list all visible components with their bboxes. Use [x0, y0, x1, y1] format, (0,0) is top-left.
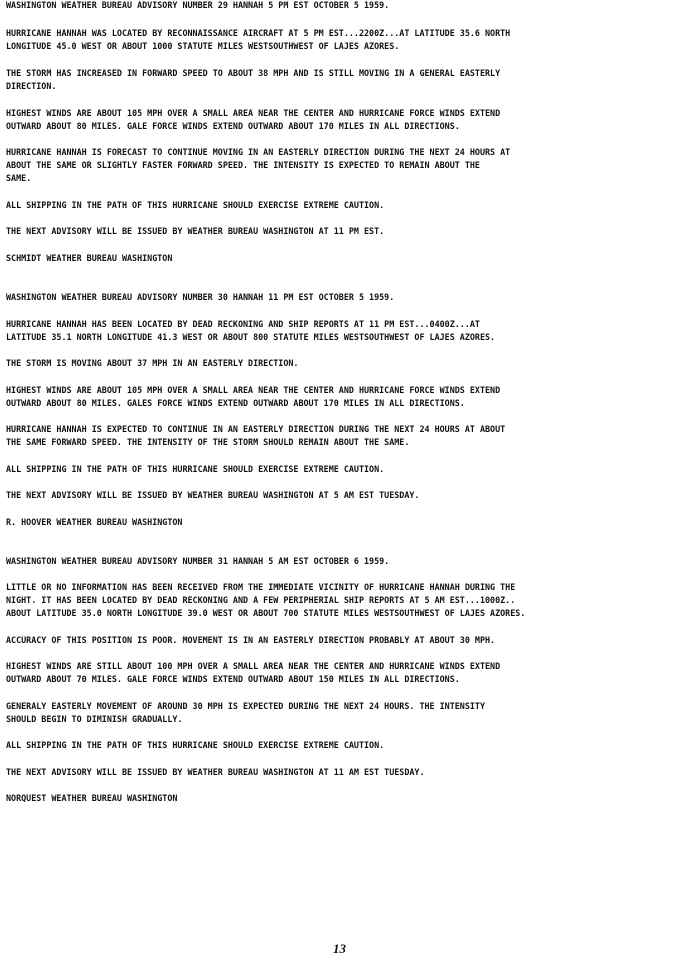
advisory-29-speed-line-1: THE STORM HAS INCREASED IN FORWARD SPEED TO ABOUT 38 MPH AND IS STILL MOVING IN A GENERAL EASTERLY: [6, 68, 501, 78]
advisory-31-signature: NORQUEST WEATHER BUREAU WASHINGTON: [6, 793, 178, 803]
advisory-31-location-line-2: NIGHT. IT HAS BEEN LOCATED BY DEAD RECKONING AND A FEW PERIPHERIAL SHIP REPORTS AT 5 AM EST...1000Z..: [6, 595, 516, 605]
advisory-30-movement: THE STORM IS MOVING ABOUT 37 MPH IN AN EASTERLY DIRECTION.: [6, 358, 299, 368]
advisory-30-next-advisory: THE NEXT ADVISORY WILL BE ISSUED BY WEATHER BUREAU WASHINGTON AT 5 AM EST TUESDAY.: [6, 490, 420, 500]
page-number: 13: [333, 941, 346, 956]
advisory-29-signature: SCHMIDT WEATHER BUREAU WASHINGTON: [6, 253, 173, 263]
advisory-31-forecast-line-1: GENERALY EASTERLY MOVEMENT OF AROUND 30 MPH IS EXPECTED DURING THE NEXT 24 HOURS. THE INTENSITY: [6, 701, 486, 711]
advisory-31-location-line-3: ABOUT LATITUDE 35.0 NORTH LONGITUDE 39.0 WEST OR ABOUT 700 STATUTE MILES WESTSOUTHWEST OF LAJES AZORES.: [6, 608, 526, 618]
advisory-29-speed-line-2: DIRECTION.: [6, 81, 57, 91]
advisory-30-location-line-2: LATITUDE 35.1 NORTH LONGITUDE 41.3 WEST OR ABOUT 800 STATUTE MILES WESTSOUTHWEST OF LAJES AZORES.: [6, 332, 496, 342]
advisory-31-winds-line-1: HIGHEST WINDS ARE STILL ABOUT 100 MPH OVER A SMALL AREA NEAR THE CENTER AND HURRICANE WINDS EXTEND: [6, 661, 501, 671]
advisory-30-winds-line-1: HIGHEST WINDS ARE ABOUT 105 MPH OVER A SMALL AREA NEAR THE CENTER AND HURRICANE FORCE WINDS EXTEND: [6, 385, 501, 395]
advisory-30-forecast-line-1: HURRICANE HANNAH IS EXPECTED TO CONTINUE IN AN EASTERLY DIRECTION DURING THE NEXT 24 HOURS AT ABOUT: [6, 424, 506, 434]
advisory-31-location-line-1: LITTLE OR NO INFORMATION HAS BEEN RECEIVED FROM THE IMMEDIATE VICINITY OF HURRICANE HANNAH DURING THE: [6, 582, 516, 592]
advisory-31-accuracy: ACCURACY OF THIS POSITION IS POOR. MOVEMENT IS IN AN EASTERLY DIRECTION PROBABLY AT ABOUT 30 MPH.: [6, 635, 496, 645]
advisory-30-forecast-line-2: THE SAME FORWARD SPEED. THE INTENSITY OF THE STORM SHOULD REMAIN ABOUT THE SAME.: [6, 437, 410, 447]
advisory-30-location-line-1: HURRICANE HANNAH HAS BEEN LOCATED BY DEAD RECKONING AND SHIP REPORTS AT 11 PM EST...0400Z...AT: [6, 319, 480, 329]
advisory-29-winds-line-1: HIGHEST WINDS ARE ABOUT 105 MPH OVER A SMALL AREA NEAR THE CENTER AND HURRICANE FORCE WINDS EXTEND: [6, 108, 501, 118]
advisory-29-location-line-1: HURRICANE HANNAH WAS LOCATED BY RECONNAISSANCE AIRCRAFT AT 5 PM EST...2200Z...AT LATITUDE 35.6 NORTH: [6, 28, 511, 38]
advisory-30-winds-line-2: OUTWARD ABOUT 80 MILES. GALES FORCE WINDS EXTEND OUTWARD ABOUT 170 MILES IN ALL DIRECTIONS.: [6, 398, 465, 408]
advisory-29-forecast-line-1: HURRICANE HANNAH IS FORECAST TO CONTINUE MOVING IN AN EASTERLY DIRECTION DURING THE NEXT 24 HOURS AT: [6, 147, 511, 157]
advisory-31-winds-line-2: OUTWARD ABOUT 70 MILES. GALE FORCE WINDS EXTEND OUTWARD ABOUT 150 MILES IN ALL DIRECTIONS.: [6, 674, 460, 684]
advisory-31-next-advisory: THE NEXT ADVISORY WILL BE ISSUED BY WEATHER BUREAU WASHINGTON AT 11 AM EST TUESDAY.: [6, 767, 425, 777]
advisory-31-shipping: ALL SHIPPING IN THE PATH OF THIS HURRICANE SHOULD EXERCISE EXTREME CAUTION.: [6, 740, 385, 750]
advisory-29-location-line-2: LONGITUDE 45.0 WEST OR ABOUT 1000 STATUTE MILES WESTSOUTHWEST OF LAJES AZORES.: [6, 41, 400, 51]
advisory-30-signature: R. HOOVER WEATHER BUREAU WASHINGTON: [6, 517, 183, 527]
advisory-29-winds-line-2: OUTWARD ABOUT 80 MILES. GALE FORCE WINDS EXTEND OUTWARD ABOUT 170 MILES IN ALL DIRECTIONS.: [6, 121, 460, 131]
advisory-31-forecast-line-2: SHOULD BEGIN TO DIMINISH GRADUALLY.: [6, 714, 183, 724]
advisory-29-shipping: ALL SHIPPING IN THE PATH OF THIS HURRICANE SHOULD EXERCISE EXTREME CAUTION.: [6, 200, 385, 210]
advisory-30-shipping: ALL SHIPPING IN THE PATH OF THIS HURRICANE SHOULD EXERCISE EXTREME CAUTION.: [6, 464, 385, 474]
advisory-29-next-advisory: THE NEXT ADVISORY WILL BE ISSUED BY WEATHER BUREAU WASHINGTON AT 11 PM EST.: [6, 226, 385, 236]
advisory-29-heading: WASHINGTON WEATHER BUREAU ADVISORY NUMBER 29 HANNAH 5 PM EST OCTOBER 5 1959.: [6, 0, 390, 10]
advisory-29-forecast-line-2: ABOUT THE SAME OR SLIGHTLY FASTER FORWARD SPEED. THE INTENSITY IS EXPECTED TO REMAIN ABOUT THE: [6, 160, 480, 170]
advisory-31-heading: WASHINGTON WEATHER BUREAU ADVISORY NUMBER 31 HANNAH 5 AM EST OCTOBER 6 1959.: [6, 556, 390, 566]
advisory-29-forecast-line-3: SAME.: [6, 173, 32, 183]
advisory-30-heading: WASHINGTON WEATHER BUREAU ADVISORY NUMBER 30 HANNAH 11 PM EST OCTOBER 5 1959.: [6, 292, 395, 302]
